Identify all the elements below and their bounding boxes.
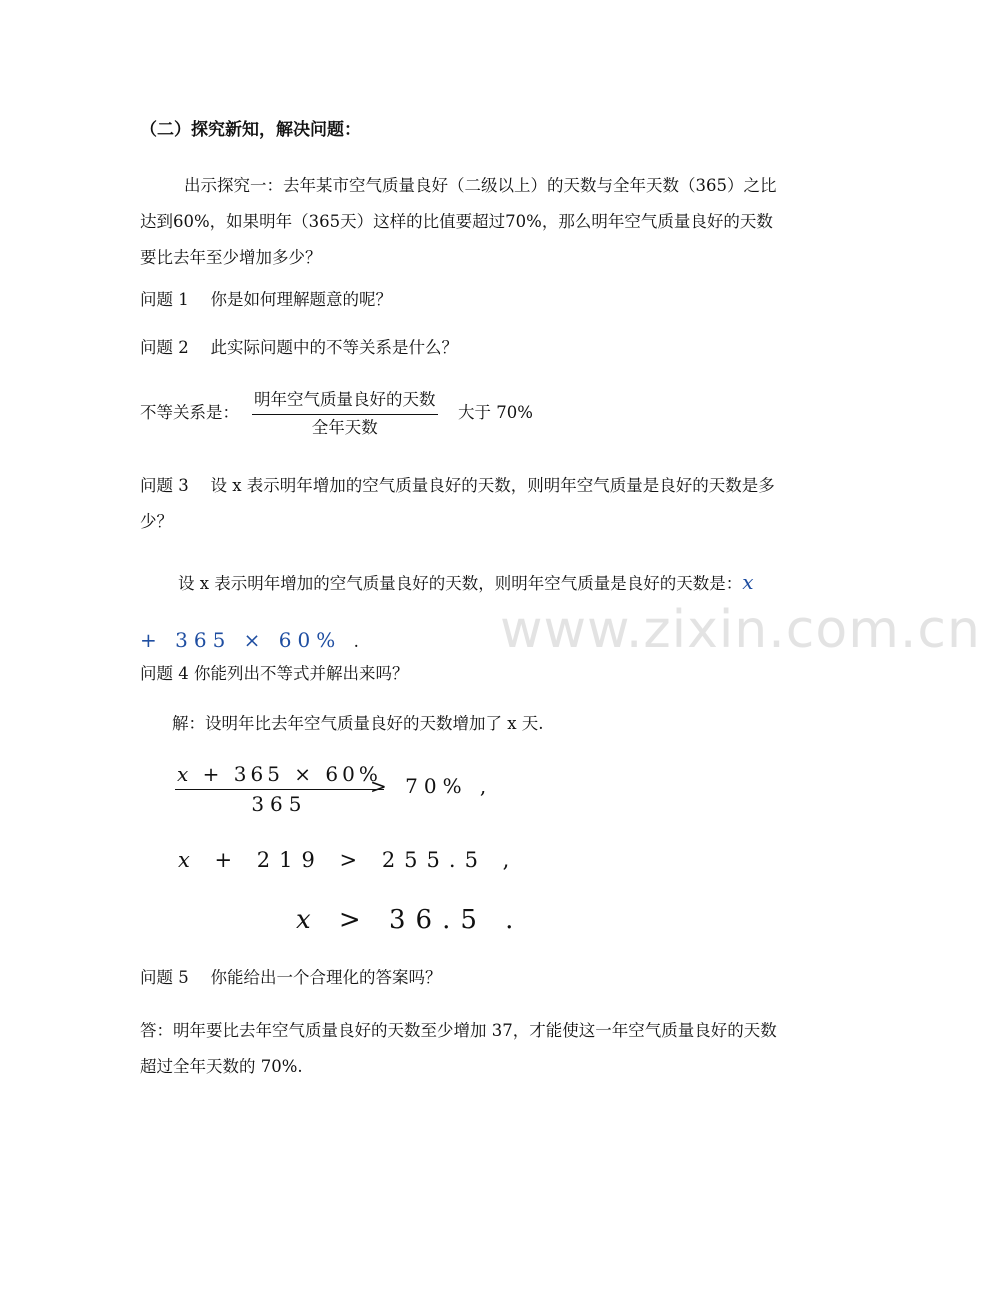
solution-fraction	[175, 761, 384, 816]
intro-paragraph: 出示探究一：去年某市空气质量良好（二级以上）的天数与全年天数（365）之比达到60%，如果明年（365天）这样的比值要超过70%，那么明年空气质量良好的天数要比去年至少增加多少？	[140, 176, 777, 267]
solution-step-3	[296, 905, 523, 935]
inequality-label: 不等关系是：	[140, 403, 239, 422]
question-1: 问题 1 你是如何理解题意的呢？	[140, 290, 392, 309]
solution-intro: 解：设明年比去年空气质量良好的天数增加了 x 天.	[172, 714, 544, 733]
question-3: 问题 3 设 x 表示明年增加的空气质量良好的天数，则明年空气质量是良好的天数是多少？	[140, 476, 775, 531]
solution-fraction-bar	[175, 789, 384, 790]
solution-fraction-denominator: 365	[251, 792, 308, 816]
question-2: 问题 2 此实际问题中的不等关系是什么？	[140, 338, 458, 357]
step-3-variable: x	[296, 905, 321, 935]
solution-fraction-tail: > 70% ,	[370, 774, 493, 798]
step-2-rest: + 219 > 255.5 ,	[198, 848, 519, 872]
question-4: 问题 4 你能列出不等式并解出来吗？	[140, 664, 409, 683]
solution-step-2	[178, 848, 518, 872]
solution-fraction-numerator	[175, 761, 384, 787]
fraction-numerator: 明年空气质量良好的天数	[254, 390, 436, 409]
section-heading: （二）探究新知，解决问题：	[140, 120, 361, 140]
fraction-bar	[252, 414, 438, 415]
step-2-variable: x	[178, 848, 199, 872]
final-answer: 答：明年要比去年空气质量良好的天数至少增加 37，才能使这一年空气质量良好的天数超过全年天数的 70%.	[140, 1021, 777, 1076]
question-5: 问题 5 你能给出一个合理化的答案吗？	[140, 968, 442, 987]
watermark: www.zixin.com.cn	[500, 600, 981, 660]
numerator-variable: x	[177, 762, 193, 786]
fraction-denominator: 全年天数	[311, 418, 378, 437]
inequality-tail: 大于 70%	[458, 403, 533, 422]
expression-rest: + 365 × 60%	[140, 628, 354, 652]
expression-period: .	[353, 632, 359, 651]
expression-variable: x	[742, 570, 760, 594]
answer-3	[140, 554, 785, 670]
answer-3-text: 设 x 表示明年增加的空气质量良好的天数，则明年空气质量是良好的天数是：	[178, 574, 743, 593]
step-3-rest: > 36.5 .	[320, 905, 524, 935]
numerator-rest: + 365 × 60%	[192, 762, 382, 786]
inequality-fraction	[252, 388, 438, 439]
